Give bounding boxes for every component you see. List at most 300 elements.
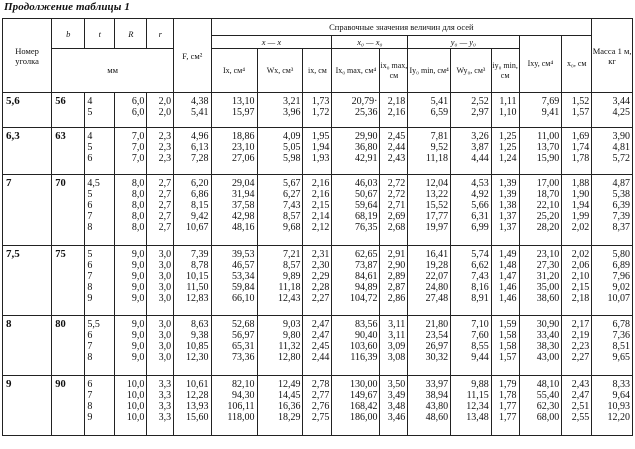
cell-value: 4,09 xyxy=(282,131,301,142)
cell-value: 2,7 xyxy=(158,211,172,222)
t-col xyxy=(85,93,115,128)
t-col xyxy=(85,246,115,316)
cell-value: 2,78 xyxy=(311,379,330,390)
cell-value: 12,49 xyxy=(277,379,301,390)
cell-value: 6,62 xyxy=(471,260,489,271)
cell-value: 22,07 xyxy=(425,271,449,282)
cell-value: 149,67 xyxy=(349,390,378,401)
cell-value: 7 xyxy=(87,271,93,282)
cell-value: 29,90 xyxy=(354,131,378,142)
cell-value: 130,00 xyxy=(349,379,378,390)
cell-value: 2,0 xyxy=(158,96,172,107)
Wy0-col xyxy=(451,128,492,175)
cell-value: 3,50 xyxy=(387,379,406,390)
cell-value: 3,44 xyxy=(612,96,630,107)
cell-value: 3,08 xyxy=(387,352,406,363)
cell-value: 8 xyxy=(87,222,93,233)
cell-value: 9,03 xyxy=(282,319,301,330)
cell-value: 6 xyxy=(87,153,93,164)
cell-value: 3,96 xyxy=(282,107,301,118)
cell-value: 5 xyxy=(87,189,93,200)
cell-value: 3,0 xyxy=(158,319,172,330)
cell-value: 6,20 xyxy=(191,178,209,189)
cell-value: 5 xyxy=(87,142,93,153)
header-mass: Масса 1 м, кг xyxy=(592,19,633,93)
cell-value: 8,0 xyxy=(131,222,145,233)
cell-value: 2,47 xyxy=(311,319,330,330)
cell-value: 25,20 xyxy=(536,211,560,222)
cell-value: 1,99 xyxy=(571,211,590,222)
cell-value: 9,0 xyxy=(131,260,145,271)
Ix0-col xyxy=(332,128,380,175)
angle-profile-table xyxy=(2,18,633,436)
cell-value: 18,86 xyxy=(232,131,255,142)
cell-value: 90,40 xyxy=(354,330,378,341)
cell-value: 3,11 xyxy=(388,319,406,330)
cell-value: 2,72 xyxy=(387,189,406,200)
cell-value: 6,0 xyxy=(131,107,145,118)
cell-value: 42,98 xyxy=(232,211,255,222)
cell-value: 3,0 xyxy=(158,249,172,260)
cell-value: 1,72 xyxy=(311,107,330,118)
cell-value: 1,78 xyxy=(499,390,517,401)
cell-value: 3,49 xyxy=(387,390,406,401)
cell-value: 11,18 xyxy=(278,282,301,293)
R-col xyxy=(115,316,147,376)
Ixy-col xyxy=(519,128,562,175)
cell-value: 6 xyxy=(87,260,93,271)
Wx-col xyxy=(257,93,303,128)
x0-col xyxy=(562,246,592,316)
cell-value: 48,60 xyxy=(425,412,449,423)
header-r: r xyxy=(147,19,174,49)
cell-value: 8 xyxy=(87,282,93,293)
mass-col xyxy=(592,246,633,316)
cell-value: 4,81 xyxy=(612,142,630,153)
cell-value: 116,39 xyxy=(350,352,378,363)
r-col xyxy=(147,175,174,246)
cell-value: 27,30 xyxy=(536,260,560,271)
Wy0-col xyxy=(451,175,492,246)
cell-value: 6,0 xyxy=(131,96,145,107)
cell-value: 4,38 xyxy=(191,96,209,107)
header-axis-x0: x₀ — x₀ xyxy=(332,36,408,49)
cell-value: 2,3 xyxy=(158,131,172,142)
cell-value: 15,97 xyxy=(232,107,255,118)
cell-value: 3,0 xyxy=(158,293,172,304)
table-row xyxy=(3,175,633,246)
cell-value: 8,37 xyxy=(612,222,630,233)
cell-value: 50,67 xyxy=(354,189,378,200)
cell-value: 46,03 xyxy=(354,178,378,189)
cell-value: 10,85 xyxy=(186,341,209,352)
cell-value: 9,0 xyxy=(131,341,145,352)
r-col xyxy=(147,93,174,128)
cell-value: 1,46 xyxy=(499,293,517,304)
cell-value: 8,91 xyxy=(471,293,489,304)
cell-value: 3,21 xyxy=(282,96,301,107)
cell-value: 10,15 xyxy=(186,271,209,282)
cell-value: 48,10 xyxy=(536,379,560,390)
cell-value: 16,41 xyxy=(425,249,449,260)
table-row xyxy=(3,128,633,175)
cell-value: 8,16 xyxy=(471,282,489,293)
cell-value: 11,32 xyxy=(278,341,301,352)
cell-value: 1,93 xyxy=(311,153,330,164)
cell-value: 2,89 xyxy=(387,271,406,282)
cell-value: 4,87 xyxy=(612,178,630,189)
cell-value: 6,78 xyxy=(612,319,630,330)
table-caption: Продолжение таблицы 1 xyxy=(4,1,130,13)
cell-value: 3,0 xyxy=(158,341,172,352)
header-b: b xyxy=(52,19,85,49)
cell-value: 3,26 xyxy=(471,131,489,142)
cell-value: 2,02 xyxy=(571,249,590,260)
cell-value: 6,27 xyxy=(282,189,301,200)
cell-value: 8,51 xyxy=(612,341,630,352)
cell-value: 2,27 xyxy=(571,352,590,363)
cell-value: 2,77 xyxy=(311,390,330,401)
cell-value: 7 xyxy=(87,211,93,222)
header-spravochnye: Справочные значения величин для осей xyxy=(211,19,592,36)
cell-value: 2,76 xyxy=(311,401,330,412)
cell-value: 2,90 xyxy=(387,260,406,271)
cell-value: 1,73 xyxy=(311,96,330,107)
cell-value: 1,46 xyxy=(499,282,517,293)
angle-number: 6,3 xyxy=(3,128,52,175)
width-b: 80 xyxy=(52,316,85,376)
cell-value: 9,64 xyxy=(612,390,630,401)
table-row xyxy=(3,93,633,128)
ix0-col xyxy=(380,316,408,376)
width-b: 75 xyxy=(52,246,85,316)
cell-value: 3,48 xyxy=(387,401,406,412)
cell-value: 7,36 xyxy=(612,330,630,341)
cell-value: 8,57 xyxy=(282,211,301,222)
cell-value: 9,0 xyxy=(131,271,145,282)
cell-value: 2,23 xyxy=(571,341,590,352)
cell-value: 2,7 xyxy=(158,222,172,233)
cell-value: 3,11 xyxy=(388,330,406,341)
header-ix-radius: ix, см xyxy=(303,49,332,93)
Ix-col xyxy=(211,316,257,376)
Ix0-col xyxy=(332,376,380,436)
iy0-col xyxy=(491,93,519,128)
cell-value: 62,30 xyxy=(536,401,560,412)
table-row xyxy=(3,246,633,316)
cell-value: 8,57 xyxy=(282,260,301,271)
Iy0-col xyxy=(408,128,451,175)
R-col xyxy=(115,93,147,128)
cell-value: 3,3 xyxy=(158,401,172,412)
cell-value: 4,53 xyxy=(471,178,489,189)
cell-value: 1,25 xyxy=(499,142,517,153)
cell-value: 2,17 xyxy=(571,319,590,330)
cell-value: 73,36 xyxy=(232,352,255,363)
cell-value: 5,5 xyxy=(87,319,100,330)
cell-value: 84,61 xyxy=(354,271,378,282)
cell-value: 12,83 xyxy=(186,293,209,304)
cell-value: 3,46 xyxy=(387,412,406,423)
cell-value: 9,68 xyxy=(282,222,301,233)
cell-value: 17,77 xyxy=(425,211,449,222)
cell-value: 43,00 xyxy=(536,352,560,363)
iy0-col xyxy=(491,128,519,175)
cell-value: 48,16 xyxy=(232,222,255,233)
cell-value: 19,28 xyxy=(425,260,449,271)
cell-value: 28,20 xyxy=(536,222,560,233)
cell-value: 23,54 xyxy=(425,330,449,341)
x0-col xyxy=(562,376,592,436)
cell-value: 13,93 xyxy=(186,401,209,412)
cell-value: 1,78 xyxy=(571,153,590,164)
header-x0: x₀, см xyxy=(562,36,592,93)
cell-value: 4 xyxy=(87,96,93,107)
iy0-col xyxy=(491,175,519,246)
cell-value: 5,98 xyxy=(282,153,301,164)
cell-value: 21,80 xyxy=(425,319,449,330)
Ixy-col xyxy=(519,246,562,316)
R-col xyxy=(115,246,147,316)
cell-value: 1,25 xyxy=(499,131,517,142)
cell-value: 2,10 xyxy=(571,271,590,282)
cell-value: 73,87 xyxy=(354,260,378,271)
cell-value: 8,0 xyxy=(131,189,145,200)
cell-value: 1,39 xyxy=(499,178,517,189)
header-axis-x: x — x xyxy=(211,36,332,49)
Iy0-col xyxy=(408,376,451,436)
t-col xyxy=(85,376,115,436)
Iy0-col xyxy=(408,246,451,316)
cell-value: 42,91 xyxy=(354,153,378,164)
cell-value: 8,78 xyxy=(191,260,209,271)
cell-value: 2,43 xyxy=(387,153,406,164)
cell-value: 68,19 xyxy=(354,211,378,222)
cell-value: 7 xyxy=(87,341,93,352)
cell-value: 2,7 xyxy=(158,178,172,189)
cell-value: 56,97 xyxy=(232,330,255,341)
cell-value: 3,0 xyxy=(158,260,172,271)
cell-value: 9,88 xyxy=(471,379,489,390)
header-iy0min: Iy₀ min, см⁴ xyxy=(408,49,451,93)
cell-value: 2,06 xyxy=(571,260,590,271)
Iy0-col xyxy=(408,93,451,128)
cell-value: 5,80 xyxy=(612,249,630,260)
header-F: F, см² xyxy=(174,19,211,93)
cell-value: 3,0 xyxy=(158,282,172,293)
cell-value: 9,89 xyxy=(282,271,301,282)
cell-value: 8,33 xyxy=(612,379,630,390)
cell-value: 2,87 xyxy=(387,282,406,293)
Wx-col xyxy=(257,175,303,246)
cell-value: 2,0 xyxy=(158,107,172,118)
cell-value: 3,90 xyxy=(612,131,630,142)
cell-value: 4,96 xyxy=(191,131,209,142)
cell-value: 1,90 xyxy=(571,189,590,200)
ix0-col xyxy=(380,93,408,128)
r-col xyxy=(147,376,174,436)
cell-value: 1,79 xyxy=(499,379,517,390)
cell-value: 1,69 xyxy=(571,131,590,142)
width-b: 70 xyxy=(52,175,85,246)
Wy0-col xyxy=(451,246,492,316)
cell-value: 10,0 xyxy=(126,412,145,423)
cell-value: 13,70 xyxy=(536,142,560,153)
cell-value: 6,13 xyxy=(191,142,209,153)
cell-value: 62,65 xyxy=(354,249,378,260)
iy0-col xyxy=(491,376,519,436)
cell-value: 7 xyxy=(87,390,93,401)
cell-value: 83,56 xyxy=(354,319,378,330)
x0-col xyxy=(562,93,592,128)
Wx-col xyxy=(257,128,303,175)
mass-col xyxy=(592,128,633,175)
header-iy0min-radius: iy₀ min, см xyxy=(491,49,519,93)
cell-value: 5 xyxy=(87,107,93,118)
cell-value: 12,30 xyxy=(186,352,209,363)
cell-value: 7,21 xyxy=(282,249,301,260)
cell-value: 1,57 xyxy=(499,352,517,363)
cell-value: 39,53 xyxy=(232,249,255,260)
cell-value: 7,69 xyxy=(541,96,560,107)
cell-value: 10,67 xyxy=(186,222,209,233)
cell-value: 2,43 xyxy=(571,379,590,390)
header-ix0max: Ix₀ max, см⁴ xyxy=(332,49,380,93)
cell-value: 2,69 xyxy=(387,211,406,222)
cell-value: 8 xyxy=(87,401,93,412)
cell-value: 1,77 xyxy=(499,401,517,412)
cell-value: 94,30 xyxy=(232,390,255,401)
cell-value: 1,58 xyxy=(499,330,517,341)
cell-value: 1,58 xyxy=(499,341,517,352)
cell-value: 2,47 xyxy=(571,390,590,401)
cell-value: 2,15 xyxy=(571,282,590,293)
cell-value: 55,40 xyxy=(536,390,560,401)
cell-value: 2,29 xyxy=(311,271,330,282)
cell-value: 13,48 xyxy=(466,412,489,423)
header-mm: мм xyxy=(52,49,174,93)
cell-value: 13,22 xyxy=(425,189,449,200)
r-col xyxy=(147,316,174,376)
cell-value: 2,15 xyxy=(311,200,330,211)
cell-value: 12,20 xyxy=(607,412,630,423)
Wx-col xyxy=(257,246,303,316)
cell-value: 3,87 xyxy=(471,142,489,153)
cell-value: 104,72 xyxy=(349,293,378,304)
header-ixy: Ixy, см⁴ xyxy=(519,36,562,93)
cell-value: 82,10 xyxy=(232,379,255,390)
cell-value: 8,55 xyxy=(471,341,489,352)
cell-value: 46,57 xyxy=(232,260,255,271)
cell-value: 3,0 xyxy=(158,271,172,282)
cell-value: 2,16 xyxy=(311,189,330,200)
cell-value: 3,3 xyxy=(158,390,172,401)
cell-value: 9,0 xyxy=(131,282,145,293)
t-col xyxy=(85,316,115,376)
mass-col xyxy=(592,175,633,246)
table-row xyxy=(3,316,633,376)
Iy0-col xyxy=(408,316,451,376)
cell-value: 2,51 xyxy=(571,401,590,412)
cell-value: 2,12 xyxy=(311,222,330,233)
cell-value: 7,81 xyxy=(430,131,449,142)
cell-value: 43,80 xyxy=(425,401,449,412)
cell-value: 36,80 xyxy=(354,142,378,153)
ix-col xyxy=(303,316,332,376)
cell-value: 5,66 xyxy=(471,200,489,211)
x0-col xyxy=(562,316,592,376)
cell-value: 1,52 xyxy=(571,96,590,107)
cell-value: 2,7 xyxy=(158,189,172,200)
angle-number: 7 xyxy=(3,175,52,246)
header-nomer: Номер уголка xyxy=(3,19,52,93)
cell-value: 7,0 xyxy=(131,142,145,153)
Ix0-col xyxy=(332,316,380,376)
width-b: 63 xyxy=(52,128,85,175)
ix-col xyxy=(303,175,332,246)
Ix-col xyxy=(211,128,257,175)
cell-value: 5,41 xyxy=(191,107,209,118)
cell-value: 8,0 xyxy=(131,200,145,211)
Wx-col xyxy=(257,316,303,376)
cell-value: 1,11 xyxy=(499,96,517,107)
cell-value: 11,18 xyxy=(425,153,449,164)
cell-value: 2,91 xyxy=(387,249,406,260)
header-wy0: Wy₀, см³ xyxy=(451,49,492,93)
header-ix-moment: Ix, см⁴ xyxy=(211,49,257,93)
cell-value: 1,94 xyxy=(571,200,590,211)
Ixy-col xyxy=(519,376,562,436)
cell-value: 12,34 xyxy=(466,401,489,412)
t-col xyxy=(85,128,115,175)
cell-value: 1,10 xyxy=(499,107,517,118)
cell-value: 22,10 xyxy=(536,200,560,211)
cell-value: 1,38 xyxy=(499,200,517,211)
Ix0-col xyxy=(332,175,380,246)
r-col xyxy=(147,128,174,175)
cell-value: 12,28 xyxy=(186,390,209,401)
cell-value: 2,72 xyxy=(387,178,406,189)
cell-value: 2,68 xyxy=(387,222,406,233)
cell-value: 76,35 xyxy=(354,222,378,233)
cell-value: 1,77 xyxy=(499,412,517,423)
Ix-col xyxy=(211,93,257,128)
cell-value: 38,60 xyxy=(536,293,560,304)
cell-value: 27,06 xyxy=(232,153,255,164)
cell-value: 2,3 xyxy=(158,153,172,164)
cell-value: 6 xyxy=(87,200,93,211)
cell-value: 5,05 xyxy=(282,142,301,153)
cell-value: 10,0 xyxy=(126,379,145,390)
cell-value: 2,71 xyxy=(387,200,406,211)
cell-value: 7,28 xyxy=(191,153,209,164)
header-R: R xyxy=(115,19,147,49)
cell-value: 2,75 xyxy=(311,412,330,423)
cell-value: 2,14 xyxy=(311,211,330,222)
cell-value: 2,16 xyxy=(387,107,406,118)
cell-value: 2,52 xyxy=(471,96,489,107)
cell-value: 4,44 xyxy=(471,153,489,164)
ix-col xyxy=(303,246,332,316)
x0-col xyxy=(562,175,592,246)
cell-value: 31,94 xyxy=(232,189,255,200)
ix0-col xyxy=(380,246,408,316)
cell-value: 7,10 xyxy=(471,319,489,330)
cell-value: 17,00 xyxy=(536,178,560,189)
x0-col xyxy=(562,128,592,175)
cell-value: 118,00 xyxy=(227,412,255,423)
cell-value: 2,86 xyxy=(387,293,406,304)
